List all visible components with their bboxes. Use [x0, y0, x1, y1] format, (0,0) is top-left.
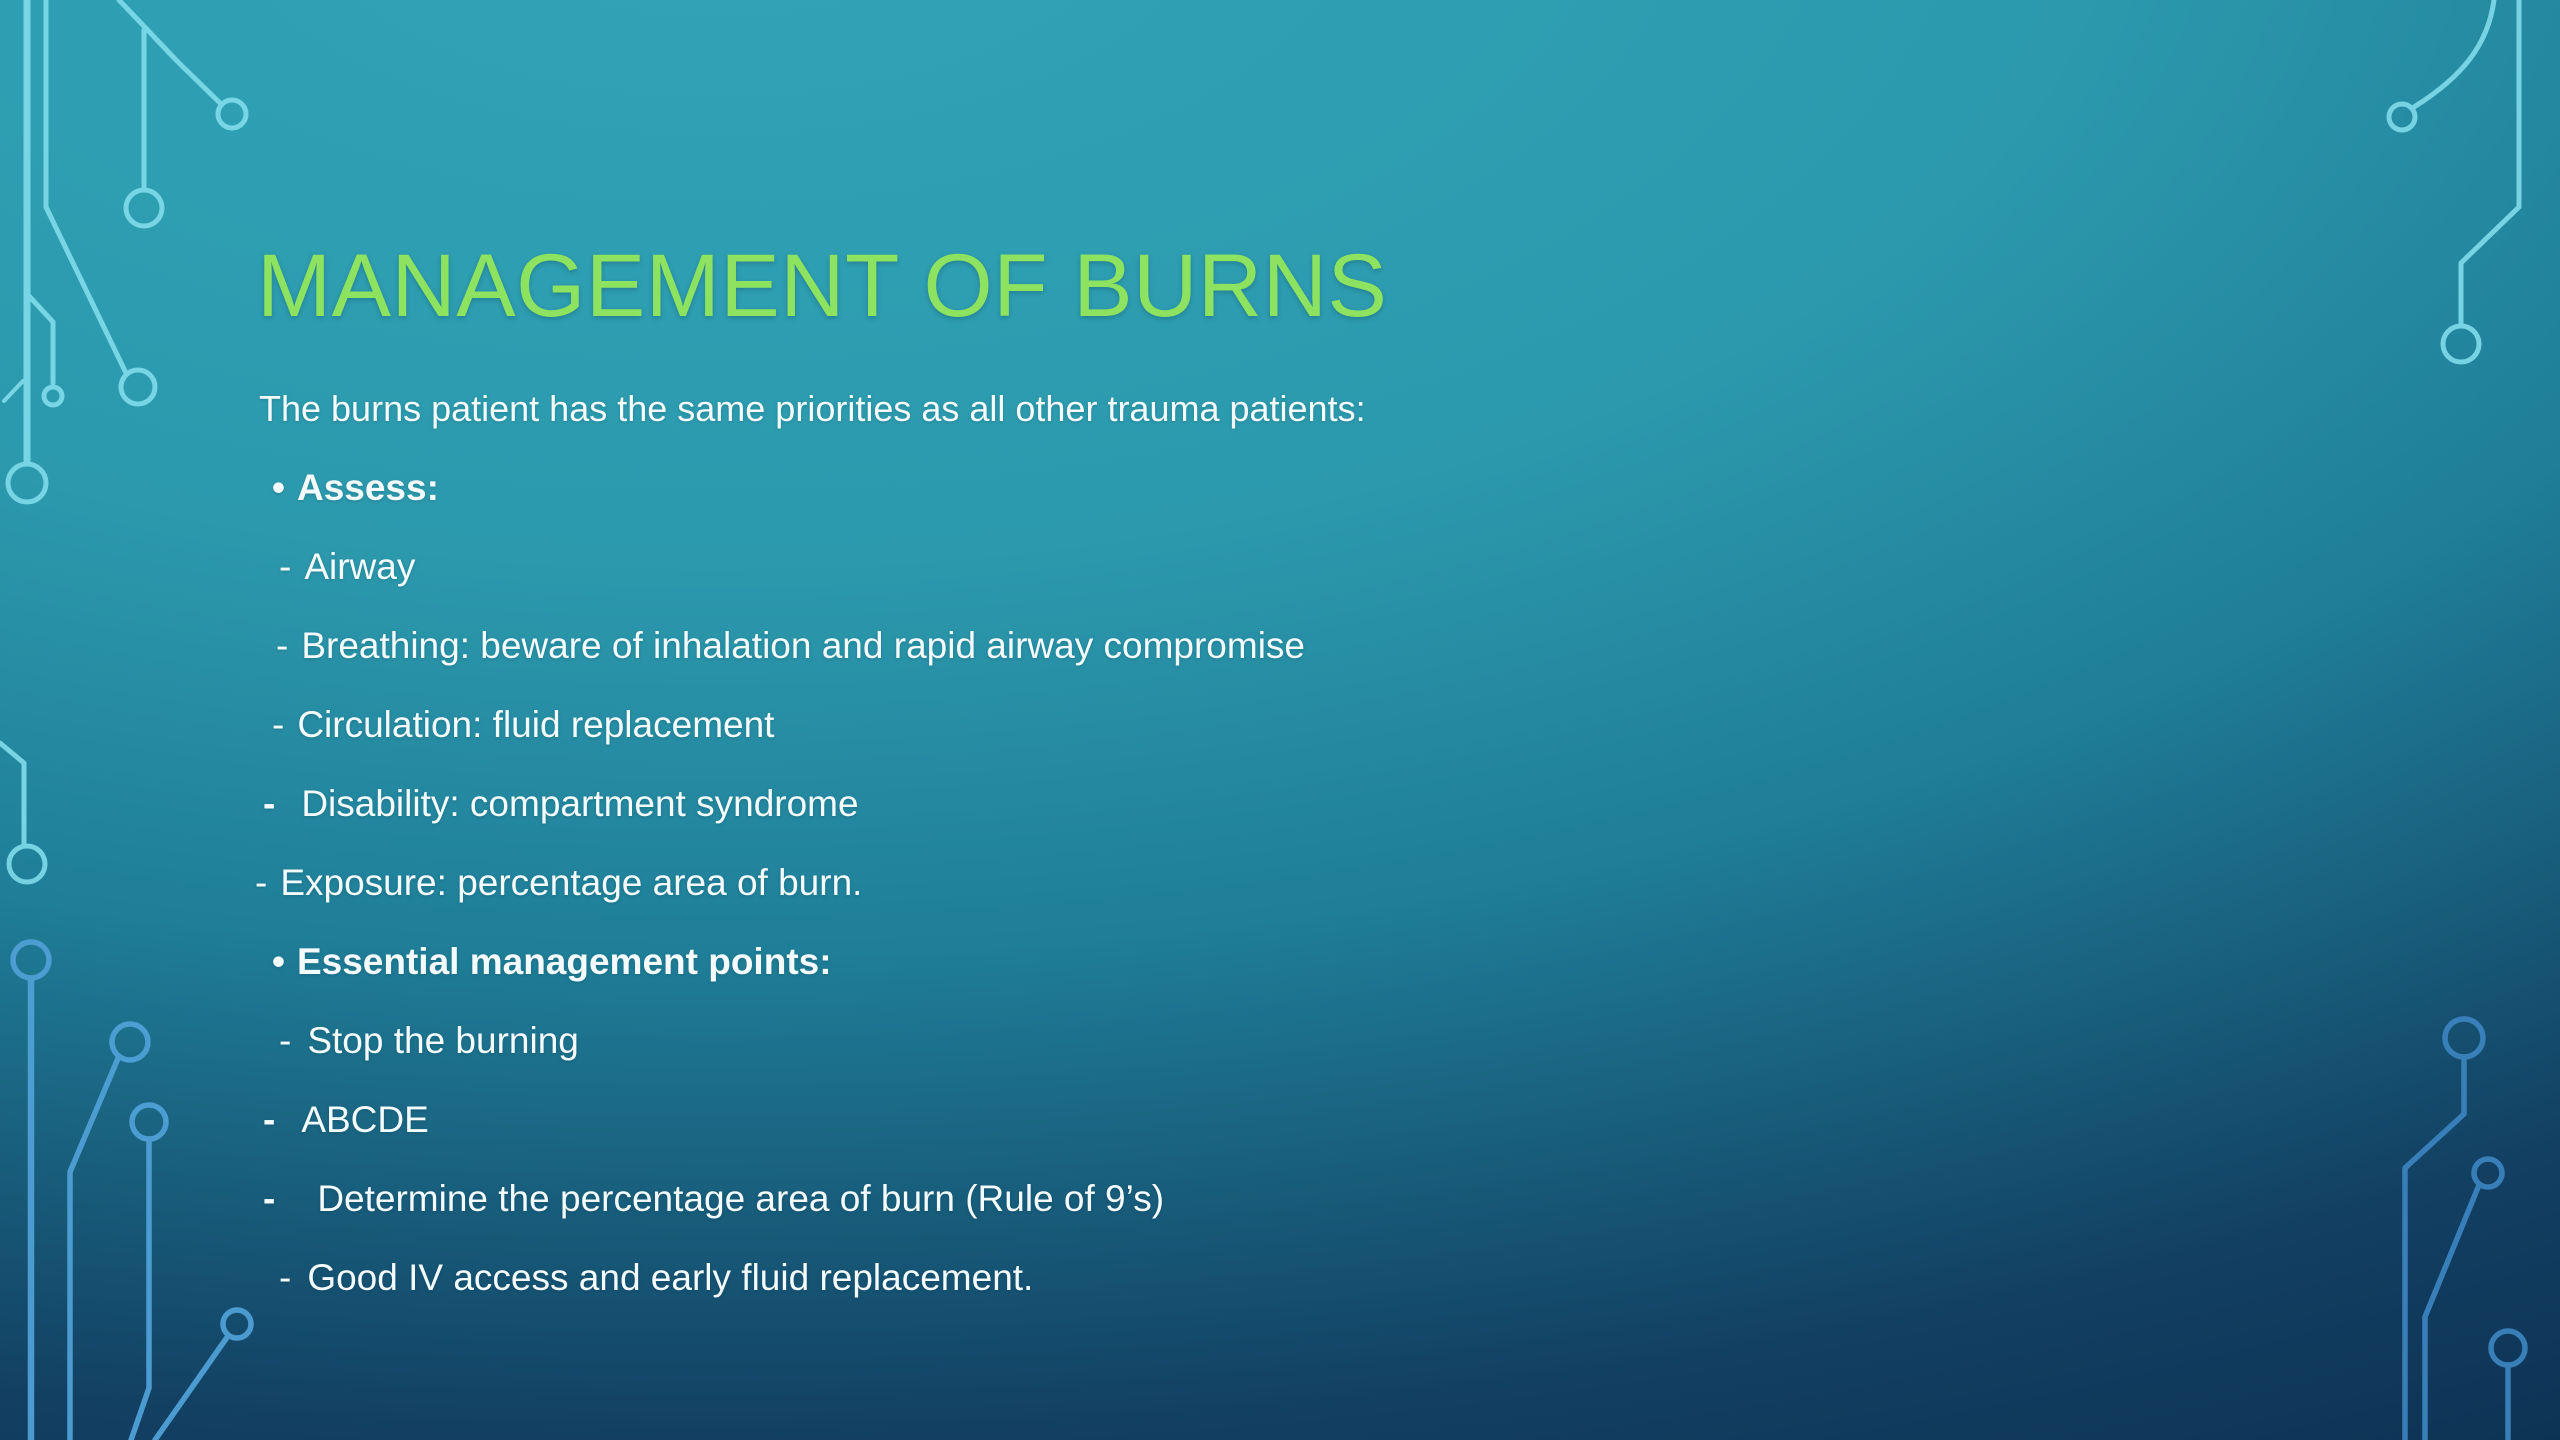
- circuit-traces-top-right: [2389, 0, 2519, 362]
- bullet-assess-label: Assess:: [296, 467, 439, 508]
- item-exposure-label: Exposure: percentage area of burn.: [280, 862, 863, 903]
- dash-marker: -: [276, 625, 289, 666]
- circuit-traces-bottom-right: [2405, 1019, 2525, 1440]
- item-abcde-label: ABCDE: [301, 1099, 429, 1140]
- item-stop-burning-label: Stop the burning: [307, 1020, 579, 1061]
- dash-marker: -: [263, 783, 276, 824]
- item-breathing-label: Breathing: beware of inhalation and rapid airway compromise: [301, 625, 1305, 666]
- intro-line: The burns patient has the same priorities as all other trauma patients:: [259, 388, 1366, 429]
- dash-marker: -: [255, 862, 268, 903]
- item-iv-access-label: Good IV access and early fluid replacement.: [307, 1257, 1034, 1298]
- dash-marker: -: [263, 1099, 276, 1140]
- item-rule-of-9s: [0, 1159, 2100, 1238]
- dash-marker: -: [263, 1178, 276, 1219]
- item-circulation: [0, 685, 2100, 764]
- dash-marker: -: [279, 1020, 292, 1061]
- item-circulation-label: Circulation: fluid replacement: [297, 704, 775, 745]
- item-iv-access: [0, 1238, 2100, 1317]
- item-airway: [0, 527, 2100, 606]
- item-stop-burning: [0, 1001, 2100, 1080]
- item-disability: [0, 764, 2100, 843]
- bullet-assess: [0, 448, 2100, 527]
- dash-marker: -: [279, 546, 292, 587]
- bullet-marker: •: [272, 941, 285, 982]
- item-abcde: [0, 1080, 2100, 1159]
- dash-marker: -: [272, 704, 285, 745]
- item-breathing: [0, 606, 2100, 685]
- bullet-essential-management: [0, 922, 2100, 1001]
- item-disability-label: Disability: compartment syndrome: [301, 783, 859, 824]
- slide-body: [0, 369, 2100, 1317]
- bullet-essential-management-label: Essential management points:: [296, 941, 832, 982]
- slide-title: MANAGEMENT OF BURNS: [257, 235, 1388, 335]
- bullet-marker: •: [272, 467, 285, 508]
- item-airway-label: Airway: [304, 546, 416, 587]
- item-exposure: [0, 843, 2100, 922]
- dash-marker: -: [279, 1257, 292, 1298]
- item-rule-of-9s-label: Determine the percentage area of burn (Rule of 9’s): [317, 1178, 1165, 1219]
